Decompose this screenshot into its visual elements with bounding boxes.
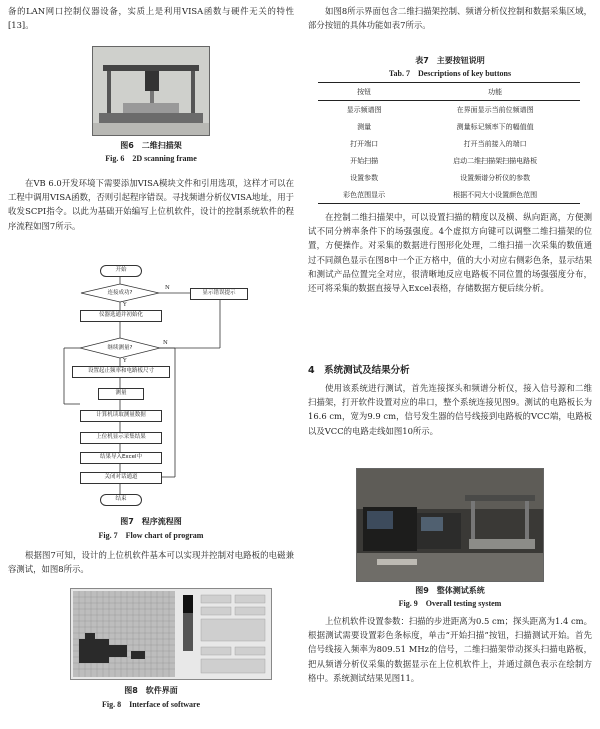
table-cell: 启动二维扫描架扫描电路板 xyxy=(453,156,538,165)
flow-close-channel: 关闭对话通道 xyxy=(80,472,162,484)
table-cell: 开始扫描 xyxy=(350,156,379,165)
flow-cond1-no: N xyxy=(165,285,170,291)
flow-export-excel: 结果导入Excel中 xyxy=(80,452,162,464)
fig7-caption-cn: 图7 程序流程图 xyxy=(120,517,182,526)
table-row xyxy=(318,118,580,135)
table7-title-cn: 表7 主要按钮说明 xyxy=(415,56,485,65)
fig6-caption-en: Fig. 6 2D scanning frame xyxy=(105,154,197,163)
flow-start: 开始 xyxy=(100,265,142,277)
paragraph-scanning-control: 在控制二维扫描架中，可以设置扫描的精度以及横、纵向距离，方便测试不同分辨率条件下的场强强度。4个虚拟方向键可以调整二维扫描架的位置，方便操作。对采集的数据进行图形化处理，二维扫描一次采集的数值通过不同颜色显示在图8中一个正方格中，值的大小对应右侧彩色条，显示结果和测试产品位置完全对应，很清晰地反应电路板不同位置的场强强度分布，还可将采集的数据直接导入Excel表格，存储数据方便后续分析。 xyxy=(308,212,592,294)
key-buttons-table xyxy=(318,82,580,204)
table-cell: 打开当前接入的端口 xyxy=(463,139,527,148)
table-cell: 打开端口 xyxy=(350,139,379,148)
flow-measure: 测量 xyxy=(98,388,144,400)
flow-end: 结束 xyxy=(100,494,142,506)
flow-cond-continue: 继续测量? xyxy=(107,345,133,351)
table-row xyxy=(318,186,580,204)
fig8-caption-en: Fig. 8 Interface of software xyxy=(101,700,201,709)
fig9-caption-en: Fig. 9 Overall testing system xyxy=(398,599,502,608)
software-interface-screenshot xyxy=(70,588,272,680)
table-cell: 测量 xyxy=(357,122,372,131)
table-cell: 测量标记频率下的幅值值 xyxy=(456,122,534,131)
section-heading: 4 系统测试及结果分析 xyxy=(308,365,410,376)
table-row xyxy=(318,169,580,186)
table-row xyxy=(318,152,580,169)
table-cell: 根据不同大小设置颜色范围 xyxy=(453,190,538,199)
table-cell: 显示频谱图 xyxy=(346,105,382,114)
table-header-button: 按钮 xyxy=(357,87,372,96)
table-cell: 设置参数 xyxy=(350,173,379,182)
flow-read-data: 计算机读取测量数据 xyxy=(80,410,162,422)
flow-set-frequency: 设置起止频率和电路板尺寸 xyxy=(72,366,170,378)
testing-system-photo xyxy=(356,468,544,582)
program-flowchart xyxy=(60,262,290,512)
fig7-caption-en: Fig. 7 Flow chart of program xyxy=(98,531,204,540)
flow-cond2-yes: Y xyxy=(123,358,127,364)
fig9-caption-cn: 图9 整体测试系统 xyxy=(415,586,485,595)
table-cell: 设置频谱分析仪的参数 xyxy=(460,173,531,182)
paragraph-interface-description: 如图8所示界面包含二维扫描架控制、频谱分析仪控制和数据采集区域，部分按钮的具体功能如表7所示。 xyxy=(308,6,592,31)
table-cell: 彩色范围显示 xyxy=(343,190,386,199)
paragraph-software-parameters: 上位机软件设置参数：扫描的步进距离为0.5 cm；探头距离为1.4 cm。根据测试需要设置彩色条标度，单击“开始扫描”按钮，扫描测试开始。首先信号线接入频率为809.51 MHz的信号，二维扫描架带动探头扫描电路板，把从频谱分析仪采集的数据显示在上位机软件上，并通过颜色表示在绘制方格中。系统测试结果见图11。 xyxy=(308,616,592,683)
scanning-frame-photo xyxy=(92,46,210,136)
paragraph-vb-setup: 在VB 6.0开发环境下需要添加VISA模块文件和引用选项，这样才可以在工程中调用VISA函数，否则引起程序错误。寻找频谱分析仪VISA地址，用于收发SCPI指令。以此为基础开始编写上位机软件，设计的控制系统软件的程序流程如图7所示。 xyxy=(8,178,294,231)
table-cell: 在界面显示当前位频谱图 xyxy=(456,105,534,114)
table-row xyxy=(318,101,580,119)
flow-cond-connected: 连接成功? xyxy=(107,290,133,296)
flow-cond1-yes: Y xyxy=(123,302,127,308)
table-row xyxy=(318,135,580,152)
table-header-function: 功能 xyxy=(488,87,503,96)
flow-init: 仪器选通并初始化 xyxy=(80,310,162,322)
intro-paragraph: 备的LAN网口控制仪器设备，实质上是利用VISA函数与硬件无关的特性[13]。 xyxy=(8,6,294,31)
flow-cond2-no: N xyxy=(163,340,168,346)
table7-title-en: Tab. 7 Descriptions of key buttons xyxy=(388,69,512,78)
fig6-caption-cn: 图6 二维扫描架 xyxy=(120,141,182,150)
paragraph-system-test: 使用该系统进行测试，首先连接探头和频谱分析仪，接入信号源和二维扫描架，打开软件设置对应的串口，整个系统连接见图9。测试的电路板长为16.6 cm，宽为9.9 cm，信号发生器的信号线接到电路板的VCC端，电路板以及VCC的电路走线如图10所示。 xyxy=(308,383,592,436)
flow-error-box: 显示错误提示 xyxy=(190,288,248,300)
paragraph-software-result: 根据图7可知，设计的上位机软件基本可以实现并控制对电路板的电磁兼容测试，如图8所示。 xyxy=(8,550,294,575)
flow-display-results: 上位机显示采集结果 xyxy=(80,432,162,444)
fig8-caption-cn: 图8 软件界面 xyxy=(124,686,178,695)
